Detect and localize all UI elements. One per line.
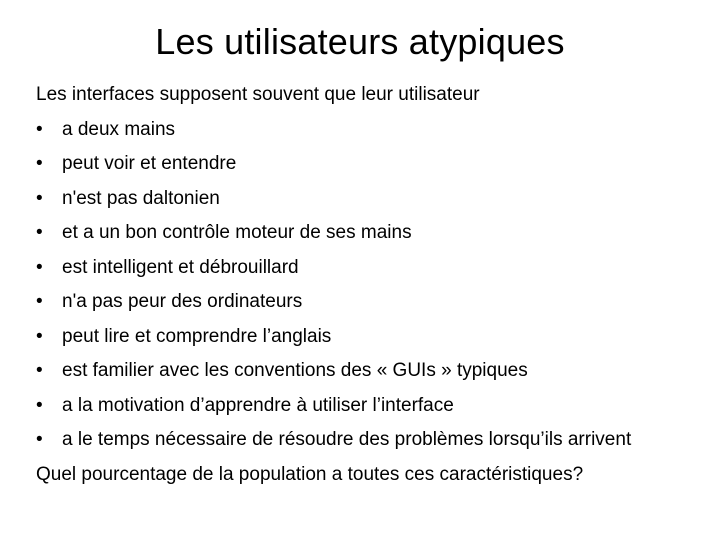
list-item xyxy=(36,320,696,355)
slide-body xyxy=(36,78,696,492)
bullet-icon: • xyxy=(36,394,43,416)
list-item xyxy=(36,285,696,320)
bullet-icon: • xyxy=(36,187,43,209)
list-item-text: et a un bon contrôle moteur de ses mains xyxy=(62,222,412,243)
list-item xyxy=(36,423,696,458)
list-item xyxy=(36,354,696,389)
bullet-list xyxy=(36,113,696,458)
closing-question: Quel pourcentage de la population a toutes ces caractéristiques? xyxy=(36,463,584,485)
list-item xyxy=(36,182,696,217)
bullet-icon: • xyxy=(36,153,43,174)
list-item-text: a la motivation d’apprendre à utiliser l’interface xyxy=(62,394,454,416)
list-item-text: n'est pas daltonien xyxy=(62,187,220,209)
list-item xyxy=(36,147,696,182)
list-item-text: est familier avec les conventions des « GUIs » typiques xyxy=(62,360,528,381)
list-item-text: a le temps nécessaire de résoudre des problèmes lorsqu’ils arrivent xyxy=(62,429,632,450)
list-item xyxy=(36,389,696,424)
bullet-icon: • xyxy=(36,291,43,312)
list-item-text: est intelligent et débrouillard xyxy=(62,256,299,278)
list-item-text: peut voir et entendre xyxy=(62,153,237,174)
list-item-text: n'a pas peur des ordinateurs xyxy=(62,291,303,312)
list-item-text: peut lire et comprendre l’anglais xyxy=(62,325,332,347)
slide-title: Les utilisateurs atypiques xyxy=(155,21,565,62)
bullet-icon: • xyxy=(36,360,43,381)
bullet-icon: • xyxy=(36,325,43,347)
bullet-icon: • xyxy=(36,222,43,243)
intro-text: Les interfaces supposent souvent que leur utilisateur xyxy=(36,84,480,105)
list-item xyxy=(36,216,696,251)
bullet-icon: • xyxy=(36,429,43,450)
list-item xyxy=(36,113,696,148)
bullet-icon: • xyxy=(36,256,43,278)
list-item-text: a deux mains xyxy=(62,118,176,140)
list-item xyxy=(36,251,696,286)
bullet-icon: • xyxy=(36,118,43,140)
